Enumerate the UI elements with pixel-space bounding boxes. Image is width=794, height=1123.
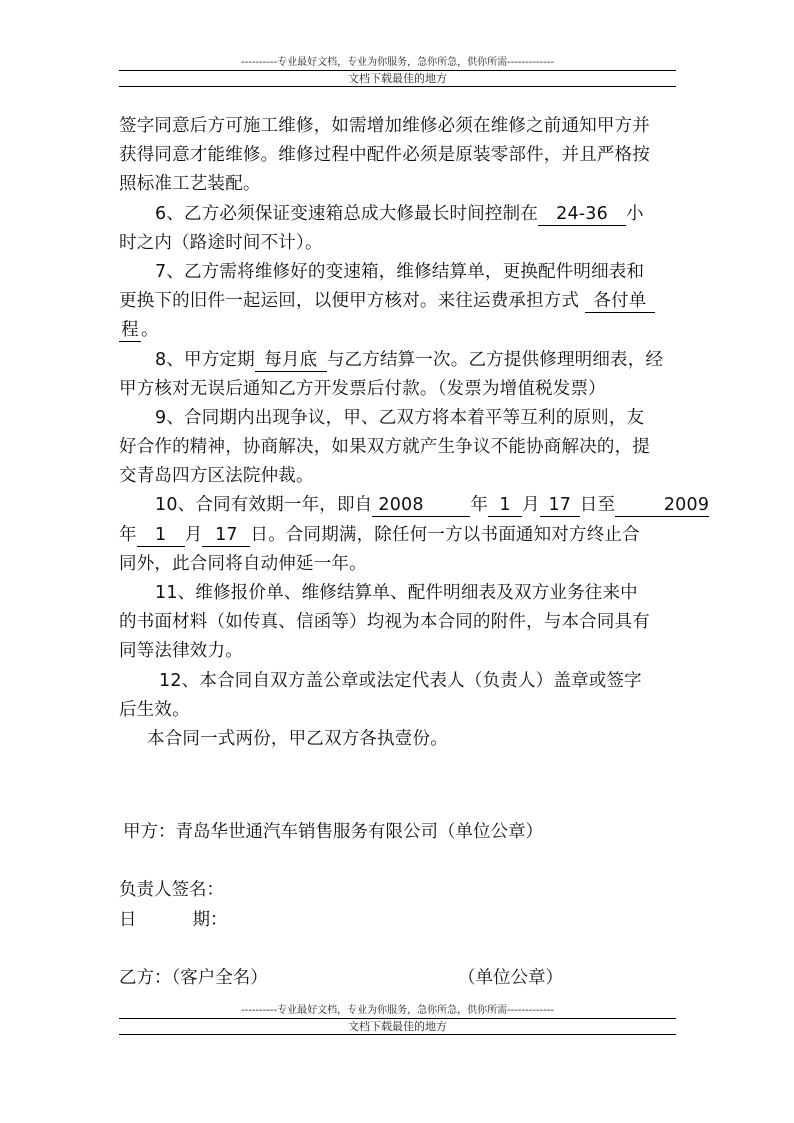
clause-text: 6、乙方必须保证变速箱总成大修最长时间控制在: [155, 203, 539, 224]
start-year-field: 2008: [372, 494, 470, 517]
clause-text: 10、合同有效期一年，即自: [155, 495, 373, 516]
contract-body: [119, 112, 710, 754]
seal-label: （单位公章）: [458, 968, 563, 988]
text-line: 后生效。: [119, 699, 190, 720]
clause-text: 年: [470, 495, 489, 516]
footer-rule-bottom: [119, 1034, 676, 1035]
text-line: 交青岛四方区法院仲裁。: [119, 466, 314, 487]
text-line: 获得同意才能维修。维修过程中配件必须是原装零部件，并且严格按: [119, 145, 650, 166]
party-b-line: 乙方：（客户全名）: [119, 968, 268, 988]
clause-text: 8、甲方定期: [155, 349, 255, 370]
page-footer: [119, 1004, 676, 1035]
header-rule-bottom: [119, 86, 676, 87]
date-label-a: 日: [119, 910, 137, 930]
clause-text: 年: [119, 524, 137, 545]
end-year-field: 2009: [615, 494, 709, 517]
start-day-field: 17: [540, 494, 580, 517]
text-line: 照标准工艺装配。: [119, 174, 261, 195]
party-a-line: 甲方：青岛华世通汽车销售服务有限公司（单位公章）: [123, 822, 543, 842]
clause-text: 月: [522, 495, 540, 516]
date-label-b: 期：: [192, 910, 228, 930]
text-line: 同等法律效力。: [119, 641, 243, 662]
text-line: 甲方核对无误后通知乙方开发票后付款。（发票为增值税发票）: [119, 378, 606, 399]
clause-8: [119, 346, 689, 375]
text-line: 时之内（路途时间不计）。: [119, 232, 323, 253]
footer-subtitle: 文档下载最佳的地方: [348, 1020, 447, 1033]
freight-method-field: 各付单: [585, 290, 655, 313]
clause-text: 与乙方结算一次。乙方提供修理明细表，经: [326, 349, 664, 370]
clause-text: 。: [141, 320, 159, 341]
end-day-field: 17: [202, 524, 250, 547]
clause-text: 日。合同期满，除任何一方以书面通知对方终止合: [250, 524, 640, 545]
text-line: 签字同意后方可施工维修，如需增加维修必须在维修之前通知甲方并: [119, 116, 650, 136]
clause-9: 9、合同期内出现争议，甲、乙双方将本着平等互利的原则，友: [155, 407, 645, 428]
clause-text: 小: [626, 203, 644, 224]
text-line: 同外，此合同将自动伸延一年。: [119, 553, 367, 574]
signer-label: 负责人签名：: [119, 880, 224, 900]
date-label: [119, 906, 228, 931]
text-line: [119, 287, 689, 316]
settlement-period-field: 每月底: [255, 349, 327, 372]
closing-line: 本合同一式两份，甲乙双方各执壹份。: [147, 728, 448, 749]
end-month-field: 1: [137, 524, 185, 547]
footer-tagline: ----------专业最好文档，专业为你服务，急你所急，供你所需-------------: [241, 1005, 554, 1016]
clause-6: [119, 200, 689, 229]
text-line: [119, 521, 689, 550]
clause-10: [119, 491, 710, 520]
freight-method-field-cont: 程: [119, 319, 141, 342]
start-month-field: 1: [488, 494, 522, 517]
clause-12: 12、本合同自双方盖公章或法定代表人（负责人）盖章或签字: [159, 670, 642, 691]
header-subtitle: 文档下载最佳的地方: [348, 72, 447, 85]
clause-text: 月: [184, 524, 203, 545]
clause-text: 日至: [579, 495, 616, 516]
text-line: 好合作的精神，协商解决，如果双方就产生争议不能协商解决的，提: [119, 437, 650, 458]
clause-7: 7、乙方需将维修好的变速箱，维修结算单，更换配件明细表和: [155, 261, 645, 282]
clause-11: 11、维修报价单、维修结算单、配件明细表及双方业务往来中: [155, 583, 638, 603]
repair-hours-field: 24-36: [538, 203, 626, 226]
header-tagline: ----------专业最好文档，专业为你服务，急你所急，供你所需-------------: [241, 57, 554, 68]
text-line: 的书面材料（如传真、信函等）均视为本合同的附件，与本合同具有: [119, 612, 650, 633]
text-line: [119, 316, 689, 345]
page-header: [119, 56, 676, 87]
clause-text: 更换下的旧件一起运回，以便甲方核对。来往运费承担方式: [119, 291, 580, 312]
